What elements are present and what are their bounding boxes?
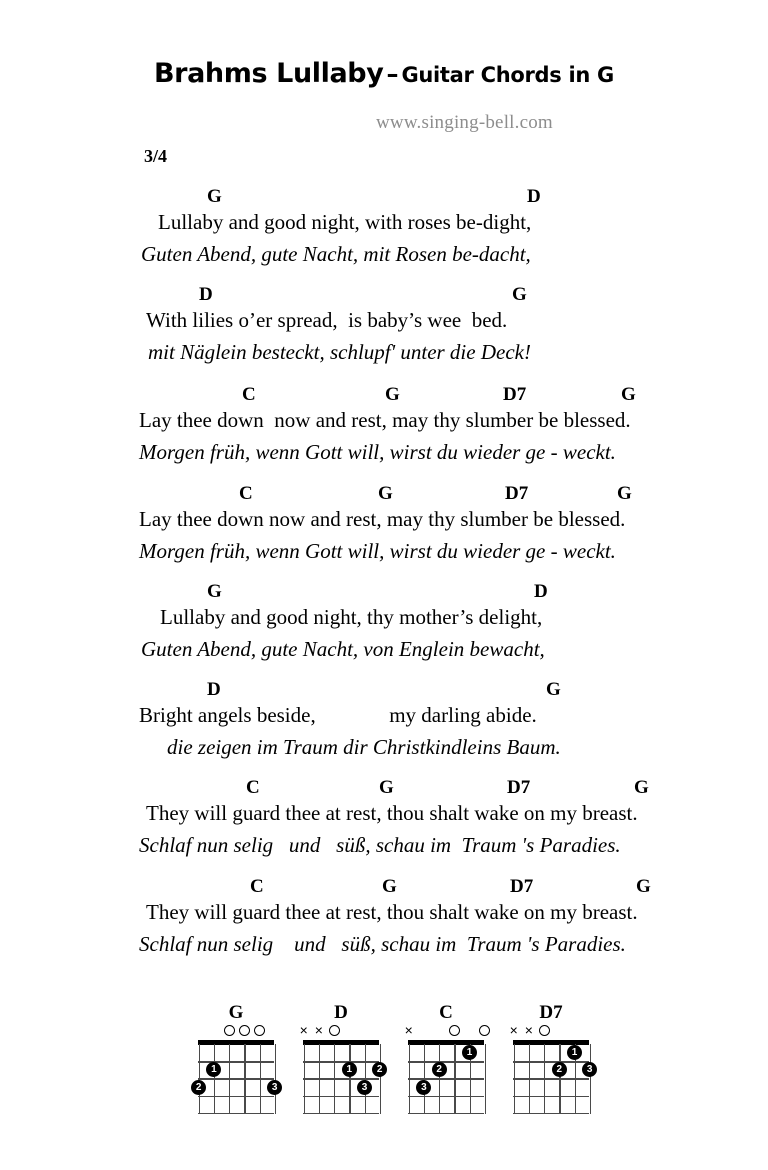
finger-position-3: 3 [582,1062,597,1077]
lyric-line-german: die zeigen im Traum dir Christkindleins Baum. [167,735,561,759]
muted-string-icon: × [314,1022,323,1038]
chord-label-g: G [379,777,394,798]
string-line [275,1044,276,1114]
lyric-line-english: They will guard thee at rest, thou shalt wake on my breast. [146,801,638,825]
lyric-line-german: Guten Abend, gute Nacht, mit Rosen be-dacht, [141,242,531,266]
chord-row [0,384,768,408]
lyric-line-english: Lullaby and good night, thy mother’s delight, [160,605,543,629]
nut-bar [303,1040,379,1045]
string-line [485,1044,486,1114]
string-markers [394,1023,498,1039]
string-line [260,1044,261,1114]
chord-label-d: D [199,284,213,305]
string-line [229,1044,230,1114]
chord-diagram-name: G [228,1002,244,1023]
string-line [409,1044,410,1114]
string-line [514,1044,515,1114]
chord-diagram-name: D7 [539,1002,563,1023]
chord-diagram-row [0,1002,768,1132]
lyric-line-english: With lilies o’er spread, is baby’s wee bed. [146,308,508,332]
lyric-line-german: Morgen früh, wenn Gott will, wirst du wieder ge - weckt. [139,539,616,563]
chord-row [0,876,768,900]
lyric-line-english: Bright angels beside, my darling abide. [139,703,537,727]
lyric-line-english: They will guard thee at rest, thou shalt wake on my breast. [146,900,638,924]
fret-line [513,1113,589,1114]
fretboard [303,1040,383,1114]
time-signature: 3/4 [144,146,168,166]
lyric-stanza [0,284,768,364]
chord-label-d7: D7 [510,876,534,897]
finger-position-1: 1 [342,1062,357,1077]
page-title [0,58,768,89]
chord-row [0,483,768,507]
string-line [559,1044,560,1114]
chord-label-g: G [512,284,527,305]
finger-position-2: 2 [191,1080,206,1095]
chord-label-g: G [634,777,649,798]
fret-line [408,1078,484,1079]
open-string-icon [239,1025,250,1036]
finger-position-3: 3 [357,1080,372,1095]
fret-line [408,1096,484,1097]
lyric-stanza [0,876,768,956]
chord-diagram-name: D [334,1002,348,1023]
string-markers [184,1023,288,1039]
fretboard [408,1040,484,1114]
chord-label-c: C [239,483,253,504]
muted-string-icon: × [404,1022,413,1038]
chord-label-d7: D7 [505,483,529,504]
chord-label-c: C [242,384,256,405]
open-string-icon [479,1025,490,1036]
string-line [590,1044,591,1114]
string-line [244,1044,245,1114]
fret-line [303,1078,379,1079]
string-line [319,1044,320,1114]
fret-line [513,1096,589,1097]
string-line [214,1044,215,1114]
muted-string-icon: × [299,1022,308,1038]
string-line [334,1044,335,1114]
title-song-name: Brahms Lullaby [154,58,384,89]
chord-diagram-g [184,1002,288,1130]
finger-position-2: 2 [552,1062,567,1077]
open-string-icon [254,1025,265,1036]
finger-position-1: 1 [567,1045,582,1060]
chord-label-c: C [250,876,264,897]
string-markers [289,1023,393,1039]
chord-label-g: G [207,581,222,602]
open-string-icon [449,1025,460,1036]
chord-label-d: D [527,186,541,207]
chord-label-c: C [246,777,260,798]
lyric-line-english: Lay thee down now and rest, may thy slumber be blessed. [139,507,626,531]
chord-row [0,186,768,210]
chord-label-g: G [378,483,393,504]
fret-line [513,1078,589,1079]
fret-line [303,1096,379,1097]
finger-position-3: 3 [267,1080,282,1095]
muted-string-icon: × [524,1022,533,1038]
lyric-stanza [0,777,768,857]
chord-diagram-c [394,1002,498,1130]
chord-diagram-name: C [439,1002,453,1023]
nut-bar [198,1040,274,1045]
fret-line [198,1113,274,1114]
fret-line [303,1113,379,1114]
lyric-line-german: Schlaf nun selig und süß, schau im Traum 's Paradies. [139,932,626,956]
chord-label-d: D [534,581,548,602]
fret-line [303,1061,379,1062]
lyric-line-english: Lullaby and good night, with roses be-dight, [158,210,532,234]
open-string-icon [329,1025,340,1036]
chord-label-g: G [385,384,400,405]
lyric-stanza [0,483,768,563]
finger-position-2: 2 [372,1062,387,1077]
chord-row [0,284,768,308]
nut-bar [513,1040,589,1045]
string-line [304,1044,305,1114]
chord-label-g: G [207,186,222,207]
fret-line [513,1061,589,1062]
lyric-stanza [0,679,768,759]
chord-label-d7: D7 [503,384,527,405]
open-string-icon [539,1025,550,1036]
chord-label-g: G [382,876,397,897]
string-line [544,1044,545,1114]
string-line [424,1044,425,1114]
lyric-line-german: mit Näglein besteckt, schlupf' unter die Deck! [148,340,531,364]
chord-row [0,777,768,801]
finger-position-2: 2 [432,1062,447,1077]
finger-position-1: 1 [462,1045,477,1060]
fret-line [198,1096,274,1097]
chord-label-g: G [636,876,651,897]
string-line [439,1044,440,1114]
chord-diagram-d7 [499,1002,603,1130]
fret-line [408,1061,484,1062]
lyric-line-english: Lay thee down now and rest, may thy slumber be blessed. [139,408,631,432]
muted-string-icon: × [509,1022,518,1038]
open-string-icon [224,1025,235,1036]
lyric-stanza [0,186,768,266]
string-line [199,1044,200,1114]
string-line [529,1044,530,1114]
title-subtitle: Guitar Chords in G [401,63,614,87]
chord-diagram-d [289,1002,393,1130]
lyric-line-german: Morgen früh, wenn Gott will, wirst du wieder ge - weckt. [139,440,616,464]
string-markers [499,1023,603,1039]
string-line [454,1044,455,1114]
chord-label-g: G [546,679,561,700]
chord-label-d: D [207,679,221,700]
string-line [380,1044,381,1114]
lyric-stanza [0,384,768,464]
chord-row [0,679,768,703]
string-line [349,1044,350,1114]
site-url: www.singing-bell.com [376,112,553,133]
fretboard [513,1040,593,1114]
title-dash: – [386,60,399,88]
lyric-line-german: Schlaf nun selig und süß, schau im Traum 's Paradies. [139,833,621,857]
fret-line [198,1078,274,1079]
chord-label-g: G [621,384,636,405]
chord-row [0,581,768,605]
finger-position-1: 1 [206,1062,221,1077]
finger-position-3: 3 [416,1080,431,1095]
lyric-stanza [0,581,768,661]
chord-label-g: G [617,483,632,504]
fretboard [195,1040,278,1114]
nut-bar [408,1040,484,1045]
string-line [365,1044,366,1114]
chord-label-d7: D7 [507,777,531,798]
fret-line [408,1113,484,1114]
lyric-line-german: Guten Abend, gute Nacht, von Englein bewacht, [141,637,545,661]
